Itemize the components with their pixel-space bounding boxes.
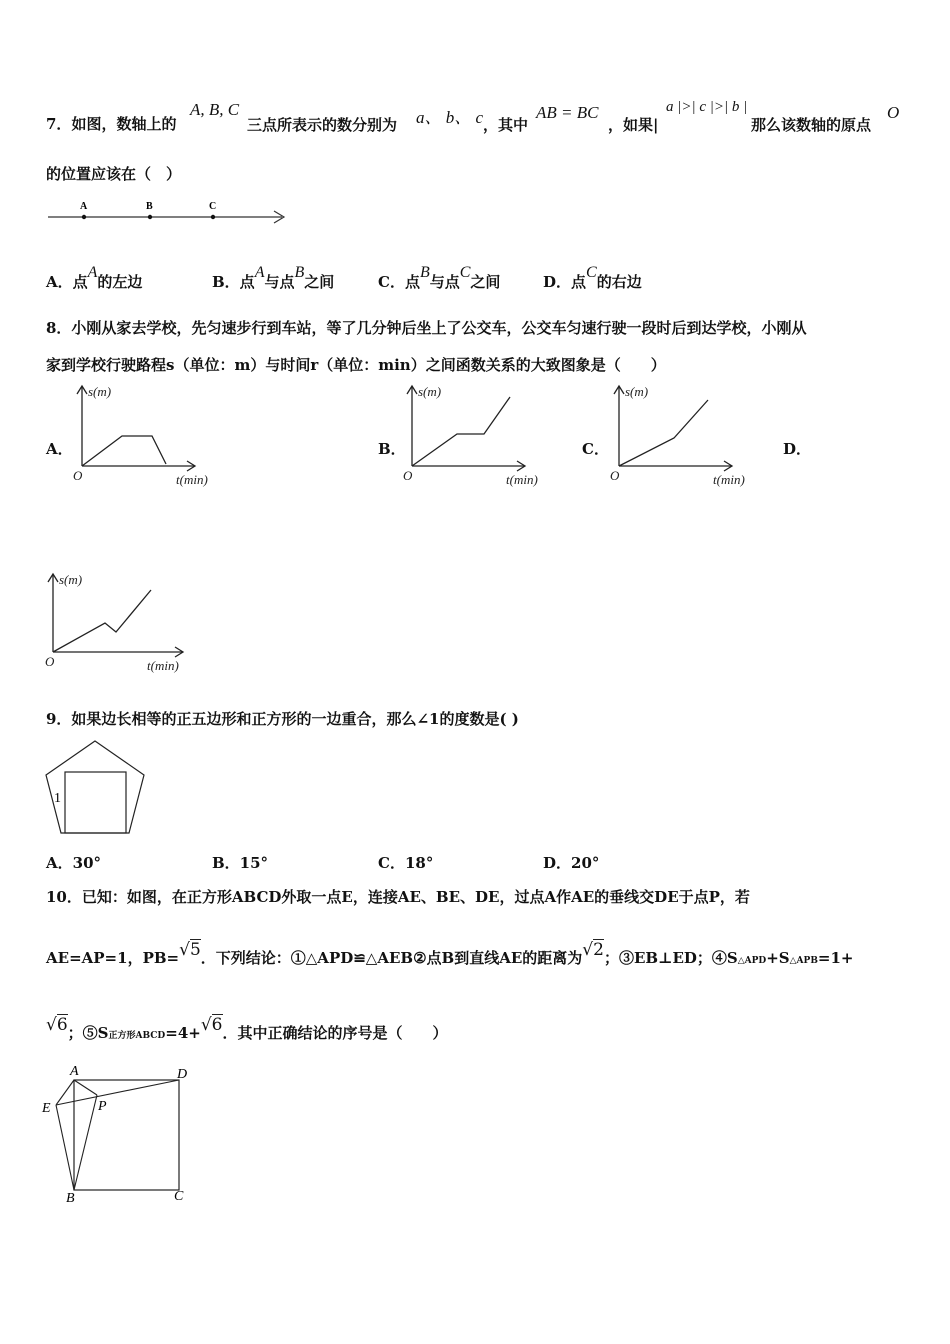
graph-a-y-label: s(m) <box>88 384 112 399</box>
q7-number-line <box>46 195 291 227</box>
q8-option-d[interactable]: D． <box>783 440 812 458</box>
point-c-label: C <box>209 201 217 212</box>
q7-opt-a-m1: A <box>87 264 98 281</box>
square-abcd <box>74 1080 179 1190</box>
q8-option-b[interactable]: B． <box>378 440 406 458</box>
sqrt5: √5 <box>179 940 201 960</box>
q7-opt-d-post: 的右边 <box>596 273 642 291</box>
pentagon-shape <box>46 741 144 833</box>
label-p: P <box>98 1099 107 1114</box>
q7-opt-d-m1: C <box>586 264 597 281</box>
q10-l2c: ；③EB⊥ED；④S <box>603 949 738 967</box>
q7-math-o: O <box>887 103 900 122</box>
graph-a-curve <box>82 436 166 466</box>
label-d: D <box>177 1067 188 1082</box>
q8-option-a[interactable]: A． <box>46 440 73 458</box>
graph-c-curve <box>619 400 708 466</box>
q7-option-b[interactable] <box>212 264 335 292</box>
q7-line2: 的位置应该在（ ） <box>46 165 182 183</box>
sqrt2: √2 <box>582 940 604 960</box>
q8-option-c[interactable]: C． <box>582 440 609 458</box>
q7-opt-c-post: 之间 <box>470 273 501 291</box>
sqrt6-b: √6 <box>200 1015 223 1035</box>
graph-d-x-label: t(min) <box>147 658 179 673</box>
q7-opt-c-m1: B <box>419 264 430 281</box>
square-shape <box>65 772 126 833</box>
sqrt6b-radicand: 6 <box>211 1015 223 1035</box>
graph-b-curve <box>412 397 510 466</box>
q10-sub-apb: △APB <box>789 956 818 966</box>
q9-question: 9．如果边长相等的正五边形和正方形的一边重合，那么∠1的度数是( ) <box>46 710 519 728</box>
q9-option-d[interactable]: D．20° <box>543 854 600 872</box>
q7-opt-d-pre: D．点 <box>543 273 587 291</box>
graph-a-x-label: t(min) <box>176 472 208 487</box>
point-b-label: B <box>146 201 153 212</box>
q7-text-4: ，如果| <box>608 116 659 134</box>
q8-line1: 8．小刚从家去学校，先匀速步行到车站，等了几分钟后坐上了公交车，公交车匀速行驶一段时后到达学校，小刚从 <box>46 319 807 337</box>
q9-option-b[interactable]: B．15° <box>212 854 269 872</box>
q7-opt-b-post: 之间 <box>304 273 335 291</box>
q7-text-2: 三点所表示的数分别为 <box>247 116 398 134</box>
q8-graph-a <box>70 380 230 490</box>
q7-opt-a-pre: A．点 <box>46 273 88 291</box>
q7-text-1: 如图，数轴上的 <box>71 115 177 133</box>
q10-l2b: ．下列结论：①△APD≌△AEB②点B到直线AE的距离为 <box>200 949 583 967</box>
q7-math-cond: a |>| c |>| b | <box>666 99 748 115</box>
q10-line1: 10．已知：如图，在正方形ABCD外取一点E，连接AE、BE、DE，过点A作AE的垂线交DE于点P，若 <box>46 888 750 906</box>
q10-line3 <box>46 1013 448 1053</box>
graph-c-x-label: t(min) <box>713 472 745 487</box>
q10-l2a: AE=AP=1，PB= <box>46 949 180 967</box>
q7-option-c[interactable] <box>378 264 501 292</box>
sqrt5-radicand: 5 <box>189 940 201 960</box>
q10-l3a: ；⑤S <box>67 1024 109 1042</box>
angle-1-label: 1 <box>54 791 61 806</box>
q7-math-eq: AB = BC <box>536 103 599 122</box>
label-c: C <box>174 1189 184 1204</box>
q7-line1 <box>46 113 176 141</box>
q10-l3c: ．其中正确结论的序号是（ ） <box>222 1024 448 1042</box>
q9-option-c[interactable]: C．18° <box>378 854 434 872</box>
q7-opt-b-mid: 与点 <box>264 273 295 291</box>
q7-opt-b-pre: B．点 <box>212 273 255 291</box>
graph-c-y-label: s(m) <box>625 384 649 399</box>
graph-d-y-label: s(m) <box>59 572 83 587</box>
q7-number: 7． <box>46 115 72 133</box>
q7-opt-a-post: 的左边 <box>97 273 143 291</box>
q7-text-5: 那么该数轴的原点 <box>751 116 872 134</box>
graph-d-origin: O <box>45 654 55 669</box>
q8-graph-d <box>43 568 203 678</box>
graph-b-y-label: s(m) <box>418 384 442 399</box>
q9-option-a[interactable]: A．30° <box>46 854 102 872</box>
q7-opt-c-m2: C <box>459 264 471 281</box>
q7-opt-b-m1: A <box>254 264 265 281</box>
label-b: B <box>66 1191 75 1206</box>
point-b-dot <box>148 215 152 219</box>
sqrt2-radicand: 2 <box>593 940 604 960</box>
q10-line2 <box>46 938 854 978</box>
graph-b-origin: O <box>403 468 413 483</box>
q10-sub-square: 正方形ABCD <box>108 1031 166 1041</box>
q10-l3b: =4+ <box>165 1024 201 1042</box>
q10-l2d: +S <box>766 949 790 967</box>
q8-graph-c <box>607 380 767 490</box>
label-e: E <box>42 1101 51 1116</box>
point-c-dot <box>211 215 215 219</box>
q10-l2e: =1+ <box>817 949 854 967</box>
q7-text-3: ，其中 <box>483 116 529 134</box>
q8-line2: 家到学校行驶路程s（单位：m）与时间r（单位：min）之间函数关系的大致图象是（ ） <box>46 356 666 374</box>
q7-math-abc: a、 b、 c <box>416 108 484 127</box>
q7-opt-c-mid: 与点 <box>429 273 460 291</box>
point-a-label: A <box>80 201 88 212</box>
q10-square-figure <box>40 1062 210 1207</box>
graph-d-curve <box>53 590 151 652</box>
graph-a-origin: O <box>73 468 83 483</box>
q9-pentagon-square-figure <box>42 738 152 838</box>
q8-graph-b <box>400 380 560 490</box>
q7-math-points: A, B, C <box>190 100 240 119</box>
q7-opt-b-m2: B <box>294 264 305 281</box>
q7-opt-c-pre: C．点 <box>378 273 420 291</box>
graph-c-origin: O <box>610 468 620 483</box>
q7-option-a[interactable] <box>46 264 143 292</box>
sqrt6-a: √6 <box>46 1015 68 1035</box>
label-a: A <box>70 1064 79 1079</box>
graph-b-x-label: t(min) <box>506 472 538 487</box>
q7-option-d[interactable] <box>543 264 642 292</box>
q10-sub-apd: △APD <box>737 956 767 966</box>
point-a-dot <box>82 215 86 219</box>
sqrt6a-radicand: 6 <box>56 1015 68 1035</box>
